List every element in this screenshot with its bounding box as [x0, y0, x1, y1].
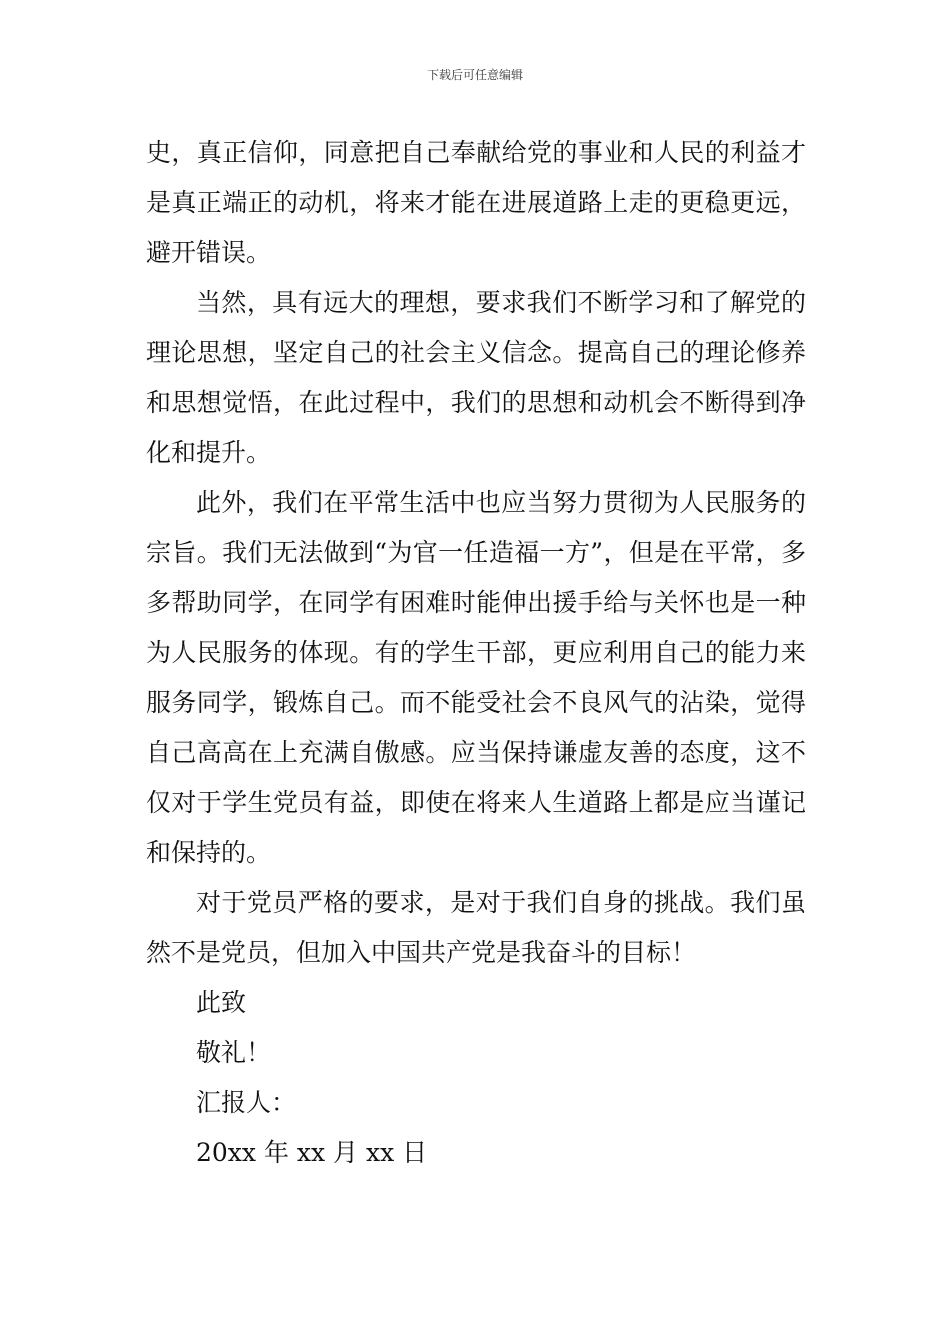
- closing-salutation: 此致: [196, 988, 247, 1017]
- paragraph-goal: 对于党员严格的要求，是对于我们自身的挑战。我们虽然不是党员，但加入中国共产党是我奋斗的目标！: [146, 888, 806, 967]
- closing-regards: 敬礼！: [196, 1038, 272, 1067]
- paragraph-serve-people: 此外，我们在平常生活中也应当努力贯彻为人民服务的宗旨。我们无法做到“为官一任造福一方”，但是在平常，多多帮助同学，在同学有困难时能伸出援手给与关怀也是一种为人民服务的体现。有的学生干部，更应利用自己的能力来服务同学，锻炼自己。而不能受社会不良风气的沾染，觉得自己高高在上充满自傲感。应当保持谦虚友善的态度，这不仅对于学生党员有益，即使在将来人生道路上都是应当谨记和保持的。: [146, 488, 806, 867]
- closing-reporter: 汇报人：: [196, 1088, 297, 1117]
- document-body: [146, 128, 806, 1178]
- closing-date: 20xx 年 xx 月 xx 日: [196, 1138, 428, 1167]
- paragraph-continuation: 史，真正信仰，同意把自己奉献给党的事业和人民的利益才是真正端正的动机，将来才能在进展道路上走的更稳更远，避开错误。: [146, 138, 806, 267]
- paragraph-ideals: 当然，具有远大的理想，要求我们不断学习和了解党的理论思想，坚定自己的社会主义信念。提高自己的理论修养和思想觉悟，在此过程中，我们的思想和动机会不断得到净化和提升。: [146, 288, 806, 467]
- page-header-note: 下载后可任意编辑: [426, 68, 523, 82]
